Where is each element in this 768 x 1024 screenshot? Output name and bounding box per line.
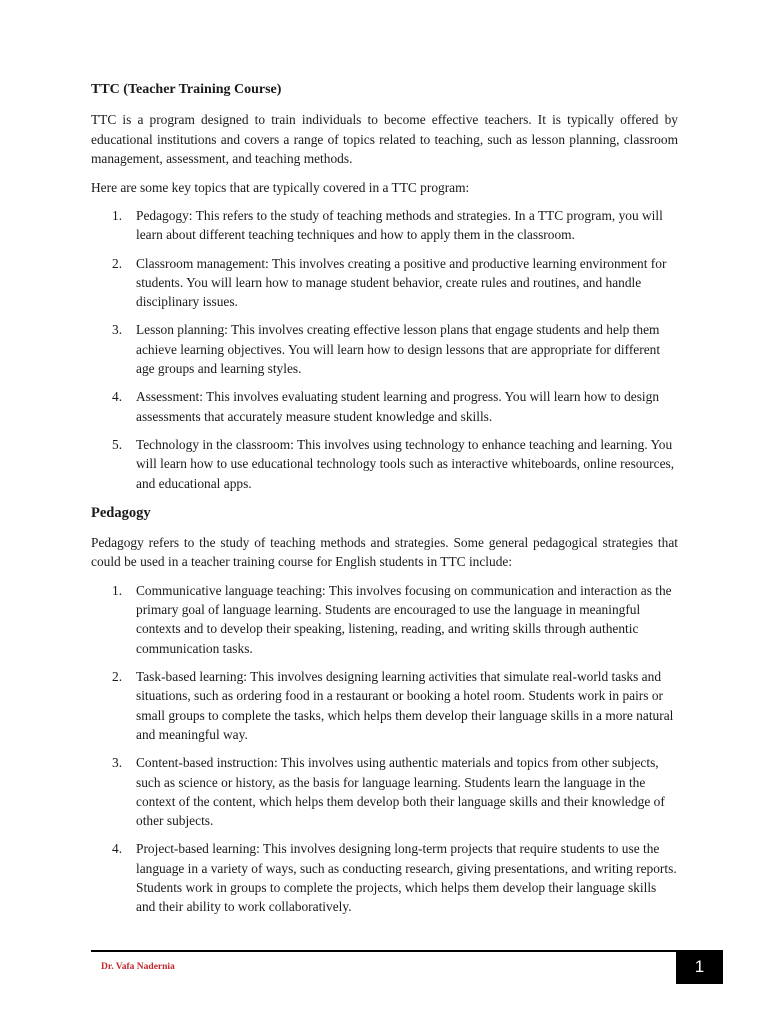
topics-list [91,206,678,493]
list-item [91,667,678,744]
list-number: 4. [112,389,123,405]
topics-intro-paragraph: Here are some key topics that are typically covered in a TTC program: [91,179,470,195]
list-item [91,435,678,493]
list-item-text: Assessment: This involves evaluating student learning and progress. You will learn how to design assessments that accurately measure student knowledge and skills. [136,389,660,424]
list-item-text: Pedagogy: This refers to the study of teaching methods and strategies. In a TTC program, you will learn about different teaching techniques and how to apply them in the classroom. [136,208,663,243]
strategies-list [91,581,678,917]
list-number: 1. [112,208,123,223]
document-page [91,80,678,926]
list-item [91,387,678,426]
list-number: 2. [112,669,123,685]
page-number: 1 [694,957,705,976]
list-number: 2. [112,255,123,271]
list-number: 4. [112,841,123,857]
list-item [91,839,678,916]
page-number-box [676,950,723,984]
footer-author: Dr. Vafa Nadernia [101,962,175,972]
pedagogy-heading: Pedagogy [91,504,151,521]
list-item-text: Classroom management: This involves creating a positive and productive learning environment for students. You will learn how to manage student behavior, create rules and routines, and handle disciplinary issues. [136,255,667,310]
list-item [91,753,678,830]
list-number: 5. [112,436,123,452]
list-number: 1. [112,582,123,598]
footer-divider [91,950,723,952]
list-item [91,206,678,245]
document-title: TTC (Teacher Training Course) [91,82,282,97]
list-number: 3. [112,322,123,338]
list-item-text: Communicative language teaching: This involves focusing on communication and interaction as the primary goal of language learning. Students are encouraged to use the language in meaningful contexts and to develop their speaking, listening, reading, and writing skills through authentic communication tasks. [136,582,672,656]
list-item [91,254,678,312]
list-item-text: Technology in the classroom: This involves using technology to enhance teaching and learning. You will learn how to use educational technology tools such as interactive whiteboards, online resources, and educational apps. [136,436,675,491]
list-number: 3. [112,755,123,771]
list-item-text: Content-based instruction: This involves using authentic materials and topics from other subjects, such as science or history, as the basis for language learning. Students learn the language in the context of the content, which helps them develop both their language skills and their knowledge of other subjects. [136,755,665,829]
list-item-text: Task-based learning: This involves designing learning activities that simulate real-world tasks and situations, such as ordering food in a restaurant or booking a hotel room. Students work in pairs or small groups to complete the tasks, which helps them develop their language skills in a more natural and meaningful way. [136,669,674,742]
list-item-text: Lesson planning: This involves creating effective lesson plans that engage students and help them achieve learning objectives. You will learn how to design lessons that are appropriate for different age groups and learning styles. [136,322,661,377]
list-item [91,320,678,378]
intro-paragraph: TTC is a program designed to train individuals to become effective teachers. It is typically offered by educational institutions and covers a range of topics related to teaching, such as lesson planning, classroom management, assessment, and teaching methods. [91,112,678,166]
pedagogy-intro-paragraph: Pedagogy refers to the study of teaching methods and strategies. Some general pedagogical strategies that could be used in a teacher training course for English students in TTC include: [91,534,678,570]
list-item [91,581,678,658]
list-item-text: Project-based learning: This involves designing long-term projects that require students to use the language in a variety of ways, such as conducting research, giving presentations, and writing reports. Students work in groups to complete the projects, which helps them develop their language skills and their ability to work collaboratively. [136,841,677,915]
